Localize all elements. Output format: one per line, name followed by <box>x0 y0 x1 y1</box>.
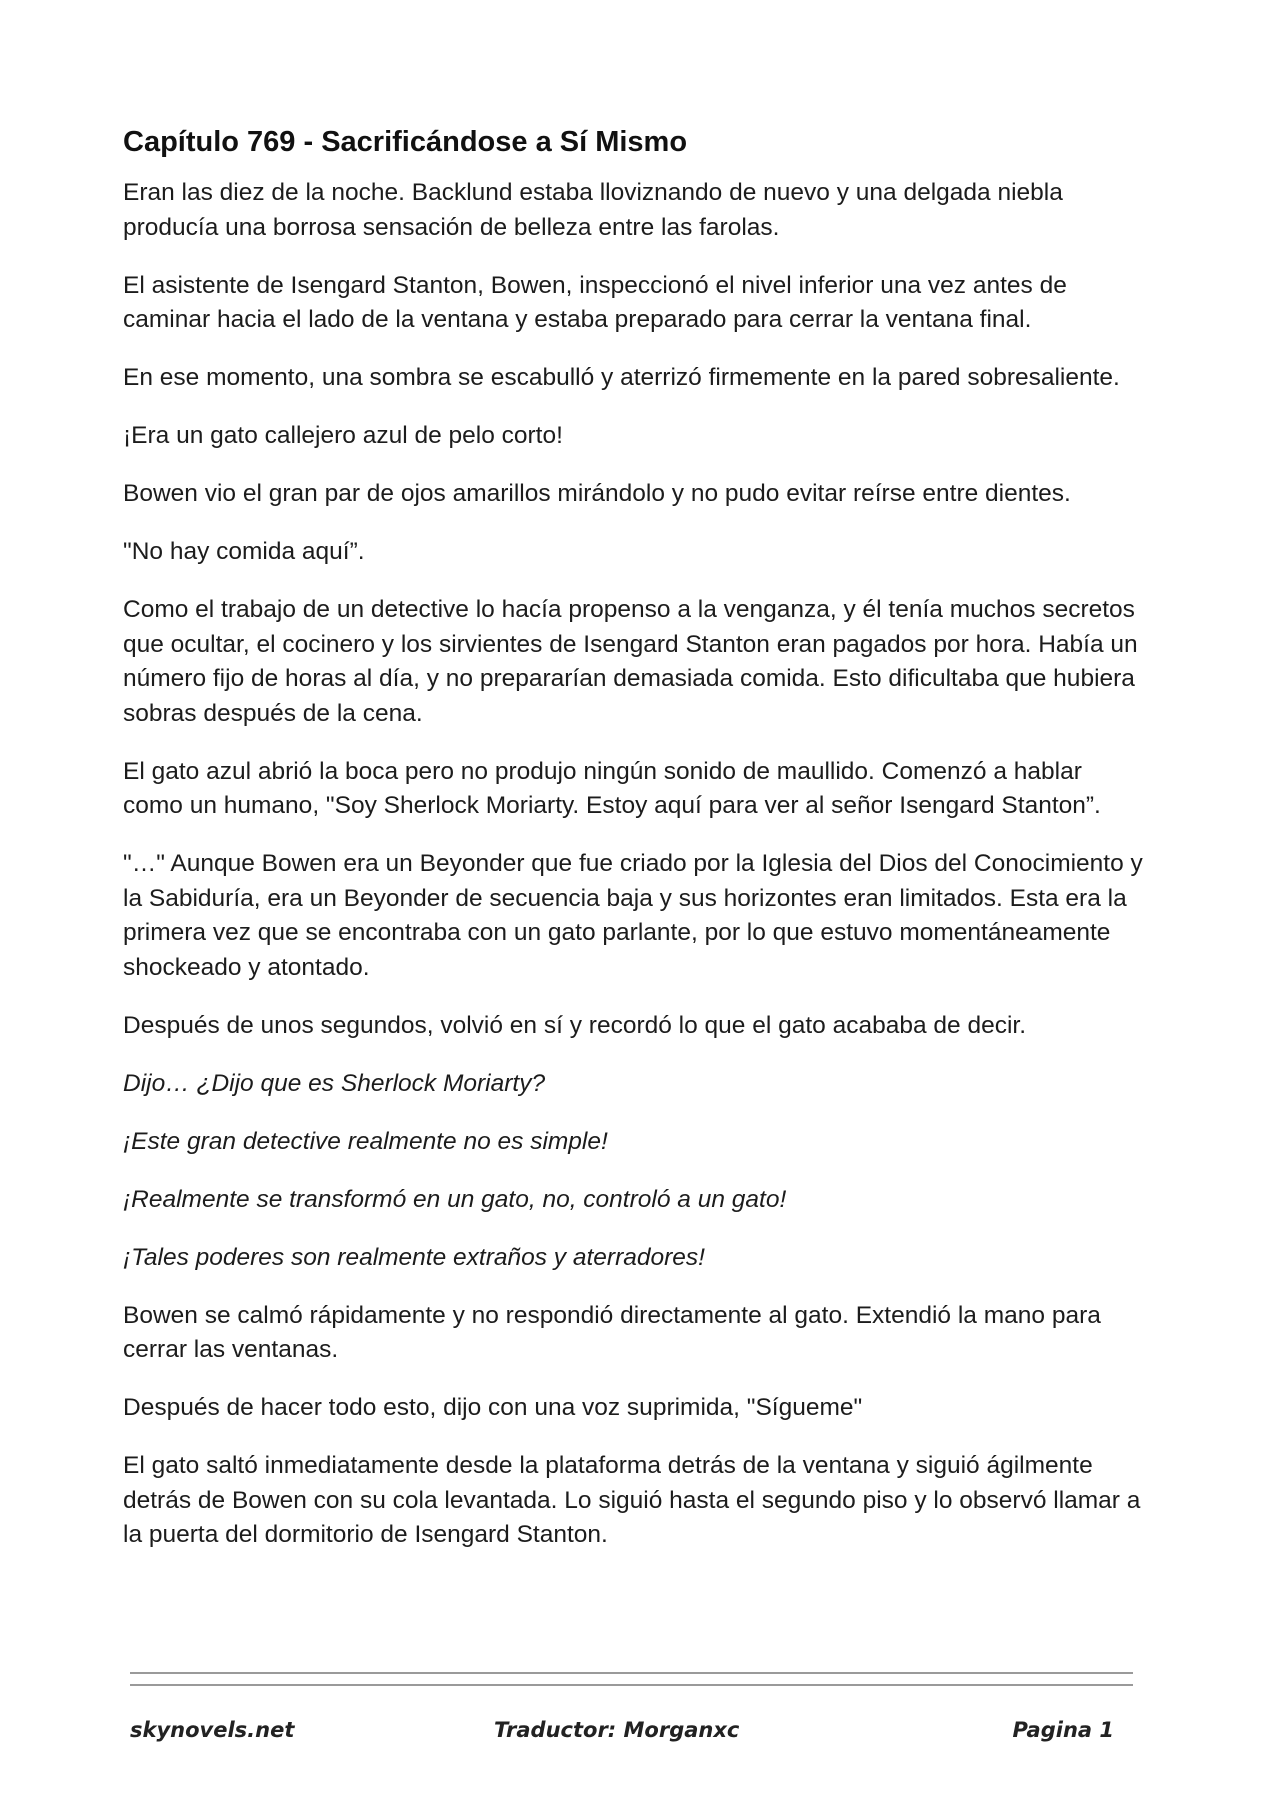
paragraph: ¡Realmente se transformó en un gato, no, controló a un gato! <box>123 1185 787 1213</box>
page-footer <box>0 1713 1280 1747</box>
footer-divider-top <box>130 1672 1133 1674</box>
footer-translator: Traductor: Morganxc <box>494 1718 740 1742</box>
paragraph: Como el trabajo de un detective lo hacía propenso a la venganza, y él tenía muchos secretos que ocultar, el cocinero y los sirvientes de Isengard Stanton eran pagados por hora. Había un número fijo de horas al día, y no prepararían demasiada comida. Esto dificultaba que hubiera sobras después de la cena. <box>123 596 1138 727</box>
footer-divider-bottom <box>130 1684 1133 1686</box>
paragraph: ¡Tales poderes son realmente extraños y aterradores! <box>123 1243 705 1271</box>
paragraph: Eran las diez de la noche. Backlund estaba lloviznando de nuevo y una delgada niebla producía una borrosa sensación de belleza entre las farolas. <box>123 179 1063 241</box>
paragraph: "No hay comida aquí”. <box>123 538 365 565</box>
document-body <box>123 118 1143 1576</box>
footer-site: skynovels.net <box>130 1718 295 1742</box>
paragraph: El gato azul abrió la boca pero no produjo ningún sonido de maullido. Comenzó a hablar como un humano, "Soy Sherlock Moriarty. Estoy aquí para ver al señor Isengard Stanton”. <box>123 757 1101 819</box>
paragraph: Después de hacer todo esto, dijo con una voz suprimida, "Sígueme" <box>123 1394 863 1421</box>
paragraph: El asistente de Isengard Stanton, Bowen, inspeccionó el nivel inferior una vez antes de caminar hacia el lado de la ventana y estaba preparado para cerrar la ventana final. <box>123 271 1067 333</box>
paragraph: Bowen se calmó rápidamente y no respondió directamente al gato. Extendió la mano para cerrar las ventanas. <box>123 1301 1101 1363</box>
chapter-title: Capítulo 769 - Sacrificándose a Sí Mismo <box>123 126 688 158</box>
paragraph-list <box>123 176 1143 1553</box>
paragraph: ¡Era un gato callejero azul de pelo corto! <box>123 422 563 449</box>
paragraph: Dijo… ¿Dijo que es Sherlock Moriarty? <box>123 1069 546 1097</box>
paragraph: "…" Aunque Bowen era un Beyonder que fue criado por la Iglesia del Dios del Conocimiento y la Sabiduría, era un Beyonder de secuencia baja y sus horizontes eran limitados. Esta era la primera vez que se encontraba con un gato parlante, por lo que estuvo momentáneamente shockeado y atontado. <box>123 850 1143 981</box>
footer-page-number: Pagina 1 <box>1012 1718 1114 1742</box>
paragraph: En ese momento, una sombra se escabulló y aterrizó firmemente en la pared sobresaliente. <box>123 364 1120 391</box>
paragraph: El gato saltó inmediatamente desde la plataforma detrás de la ventana y siguió ágilmente detrás de Bowen con su cola levantada. Lo siguió hasta el segundo piso y lo observó llamar a la puerta del dormitorio de Isengard Stanton. <box>123 1452 1141 1548</box>
paragraph: Bowen vio el gran par de ojos amarillos mirándolo y no pudo evitar reírse entre dientes. <box>123 480 1071 507</box>
paragraph: ¡Este gran detective realmente no es simple! <box>123 1127 608 1155</box>
paragraph: Después de unos segundos, volvió en sí y recordó lo que el gato acababa de decir. <box>123 1011 1027 1039</box>
